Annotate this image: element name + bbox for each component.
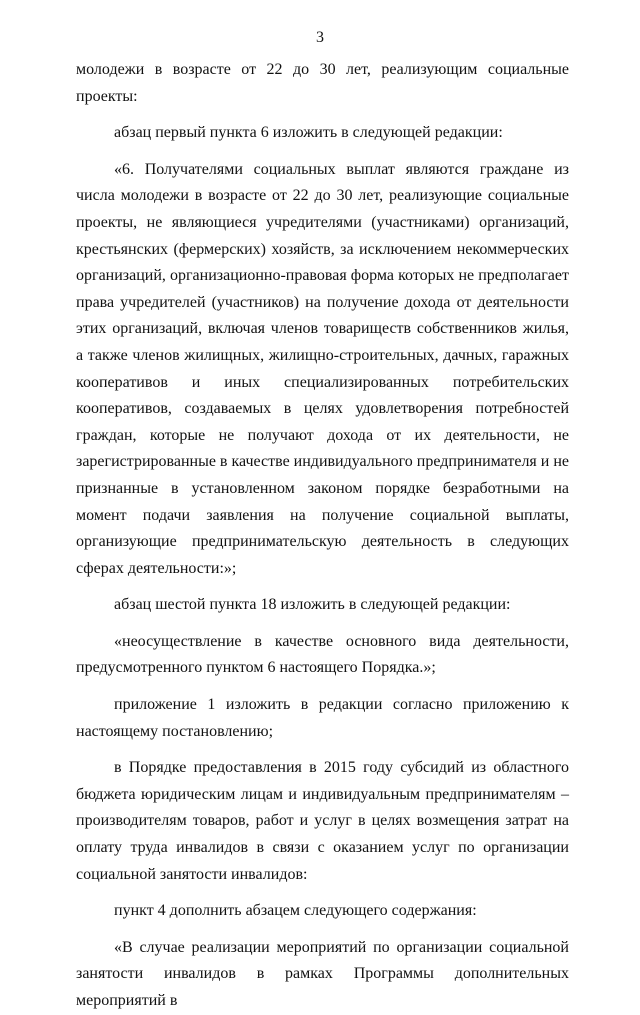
document-body (76, 57, 569, 1015)
paragraph-p18-text: «неосуществление в качестве основного вида деятельности, предусмотренного пунктом 6 настоящего Порядка.»; (76, 632, 569, 677)
paragraph-amend-p4: пункт 4 дополнить абзацем следующего содержания: (114, 902, 477, 920)
paragraph-appendix-1: приложение 1 изложить в редакции согласно приложению к настоящему постановлению; (76, 696, 569, 740)
page-number: 3 (316, 29, 324, 46)
paragraph-p6-text: «6. Получателями социальных выплат являются граждане из числа молодежи в возрасте от 22 до 30 лет, реализующие социальные проекты, не являющиеся учредителями (участниками) организаций, крестьянских (фермерских) хозяйств, за исключением некоммерческих организаций, организационно-правовая форма которых не предполагает права учредителей (участников) на получение дохода от деятельности этих организаций, включая членов товариществ собственников жилья, а также членов жилищных, жилищно-строительных, дачных, гаражных кооперативов и иных специализированных потребительских кооперативов, создаваемых в целях удовлетворения потребностей граждан, которые не получают дохода от их деятельности, не зарегистрированные в качестве индивидуального предпринимателя и не признанные в установленном законом порядке безработными на момент подачи заявления на получение социальной выплаты, организующие предпринимательскую деятельность в следующих сферах деятельности:»; (76, 160, 570, 577)
paragraph-amend-p18: абзац шестой пункта 18 изложить в следующей редакции: (114, 596, 511, 614)
paragraph-amend-p6: абзац первый пункта 6 изложить в следующей редакции: (114, 124, 503, 142)
paragraph-p4-text: «В случае реализации мероприятий по организации социальной занятости инвалидов в рамках Программы дополнительных мероприятий в (76, 938, 569, 1009)
paragraph-subsidy-procedure: в Порядке предоставления в 2015 году субсидий из областного бюджета юридическим лицам и индивидуальным предпринимателям – производителям товаров, работ и услуг в целях возмещения затрат на оплату труда инвалидов в связи с оказанием услуг по организации социальной занятости инвалидов: (76, 759, 569, 883)
paragraph-continuation: молодежи в возрасте от 22 до 30 лет, реализующим социальные проекты: (76, 61, 569, 105)
